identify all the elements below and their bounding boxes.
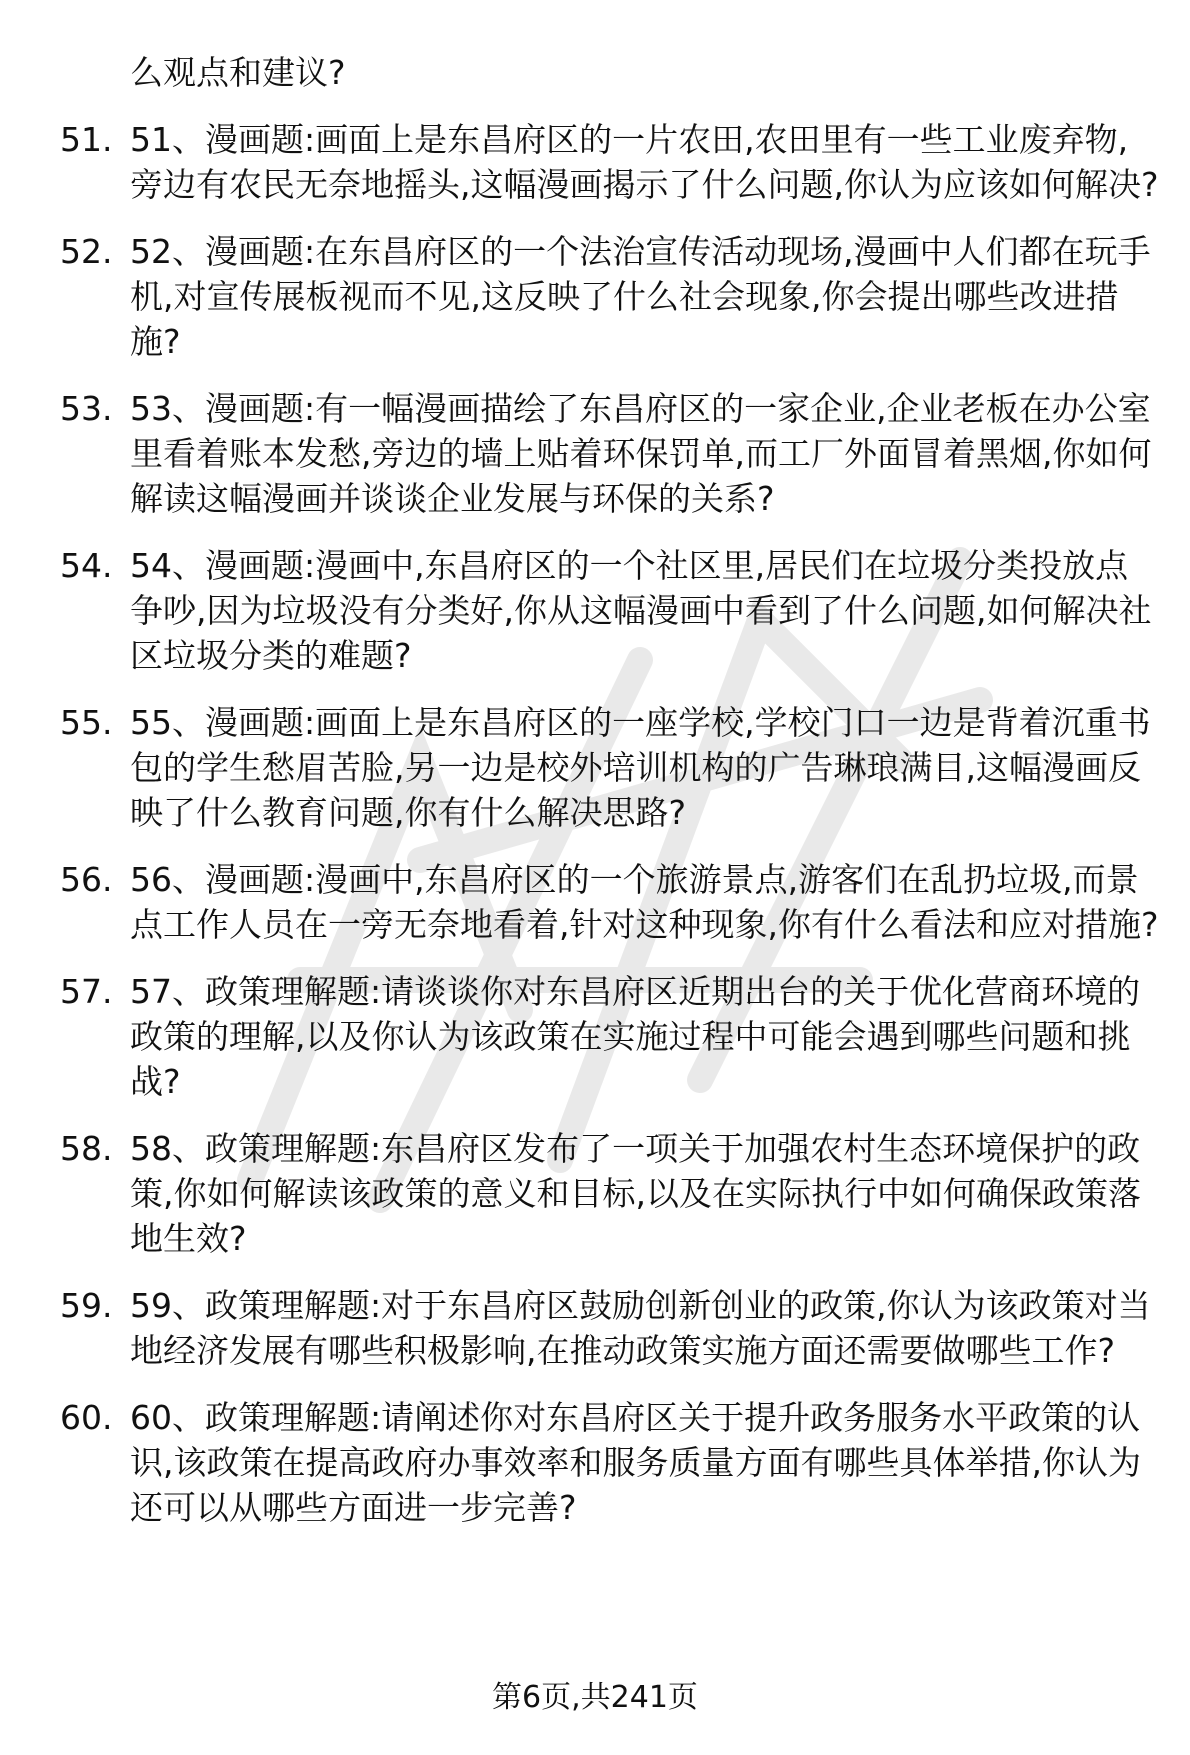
question-text: 52、漫画题:在东昌府区的一个法治宣传活动现场,漫画中人们都在玩手机,对宣传展板视而不见,这反映了什么社会现象,你会提出哪些改进措施?	[130, 232, 1151, 361]
question-number: 51.	[60, 120, 113, 159]
question-text: 56、漫画题:漫画中,东昌府区的一个旅游景点,游客们在乱扔垃圾,而景点工作人员在一旁无奈地看着,针对这种现象,你有什么看法和应对措施?	[130, 860, 1159, 944]
list-item	[60, 543, 1160, 678]
list-item	[60, 117, 1160, 207]
question-number: 59.	[60, 1286, 113, 1325]
question-text: 58、政策理解题:东昌府区发布了一项关于加强农村生态环境保护的政策,你如何解读该政策的意义和目标,以及在实际执行中如何确保政策落地生效?	[130, 1129, 1141, 1258]
question-list-container	[60, 50, 1160, 1552]
question-number: 60.	[60, 1398, 113, 1437]
question-text: 59、政策理解题:对于东昌府区鼓励创新创业的政策,你认为该政策对当地经济发展有哪些积极影响,在推动政策实施方面还需要做哪些工作?	[130, 1286, 1151, 1370]
list-item	[60, 1395, 1160, 1530]
continuation-text: 么观点和建议?	[130, 53, 346, 92]
question-list	[60, 117, 1160, 1530]
page-footer	[0, 1678, 1190, 1718]
list-item	[60, 1126, 1160, 1261]
question-text: 51、漫画题:画面上是东昌府区的一片农田,农田里有一些工业废弃物,旁边有农民无奈地摇头,这幅漫画揭示了什么问题,你认为应该如何解决?	[130, 120, 1159, 204]
question-number: 52.	[60, 232, 113, 271]
question-number: 56.	[60, 860, 113, 899]
question-text: 55、漫画题:画面上是东昌府区的一座学校,学校门口一边是背着沉重书包的学生愁眉苦脸,另一边是校外培训机构的广告琳琅满目,这幅漫画反映了什么教育问题,你有什么解决思路?	[130, 703, 1151, 832]
question-number: 53.	[60, 389, 113, 428]
list-item	[60, 229, 1160, 364]
question-number: 55.	[60, 703, 113, 742]
question-text: 53、漫画题:有一幅漫画描绘了东昌府区的一家企业,企业老板在办公室里看着账本发愁,旁边的墙上贴着环保罚单,而工厂外面冒着黑烟,你如何解读这幅漫画并谈谈企业发展与环保的关系?	[130, 389, 1152, 518]
question-text: 60、政策理解题:请阐述你对东昌府区关于提升政务服务水平政策的认识,该政策在提高政府办事效率和服务质量方面有哪些具体举措,你认为还可以从哪些方面进一步完善?	[130, 1398, 1141, 1527]
question-text: 57、政策理解题:请谈谈你对东昌府区近期出台的关于优化营商环境的政策的理解,以及你认为该政策在实施过程中可能会遇到哪些问题和挑战?	[130, 972, 1141, 1101]
question-number: 57.	[60, 972, 113, 1011]
question-text: 54、漫画题:漫画中,东昌府区的一个社区里,居民们在垃圾分类投放点争吵,因为垃圾没有分类好,你从这幅漫画中看到了什么问题,如何解决社区垃圾分类的难题?	[130, 546, 1152, 675]
page-number-label: 第6页,共241页	[492, 1680, 698, 1715]
list-item	[60, 1283, 1160, 1373]
list-item	[60, 969, 1160, 1104]
question-number: 58.	[60, 1129, 113, 1168]
question-number: 54.	[60, 546, 113, 585]
list-item	[60, 700, 1160, 835]
list-item	[60, 386, 1160, 521]
list-item	[60, 857, 1160, 947]
